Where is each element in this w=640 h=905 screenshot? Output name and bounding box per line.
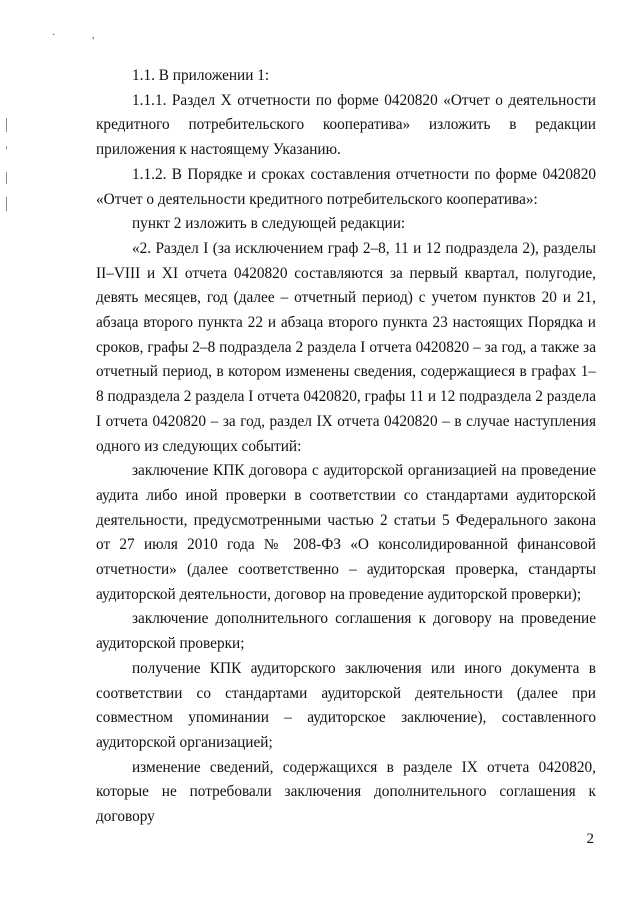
- margin-mark: [6, 146, 7, 149]
- paragraph-event-change: изменение сведений, содержащихся в разделе IX отчета 0420820, которые не потребовали заключения дополнительного соглашения к договору: [96, 758, 596, 826]
- paragraph-1-1-2: 1.1.2. В Порядке и сроках составления отчетности по форме 0420820 «Отчет о деятельности кредитного потребительского кооператива»:: [96, 165, 596, 208]
- margin-mark: [6, 118, 7, 132]
- paragraph-event-conclusion: получение КПК аудиторского заключения или иного документа в соответствии со стандартами аудиторской деятельности (далее при совместном упоминании – аудиторское заключение), составленного аудиторской организацией;: [96, 659, 596, 751]
- page-number: 2: [586, 831, 594, 847]
- scan-artifact-comma: ,: [92, 30, 95, 41]
- scan-artifact-dot: ·: [52, 30, 56, 41]
- paragraph-punkt-2-text: «2. Раздел I (за исключением граф 2–8, 11 и 12 подраздела 2), разделы II–VIII и XI отчета 0420820 составляются за первый квартал, полугодие, девять месяцев, год (далее – отчетный период) с учетом пунктов 20 и 21, абзаца второго пункта 22 и абзаца второго пункта 23 настоящих Порядка и сроков, графы 2–8 подраздела 2 раздела I отчета 0420820 – за год, а также за отчетный период, в котором изменены сведения, содержащиеся в графах 1–8 подраздела 2 раздела I отчета 0420820, графы 11 и 12 подраздела 2 раздела I отчета 0420820 – за год, раздел IX отчета 0420820 – в случае наступления одного из следующих событий:: [96, 239, 596, 455]
- paragraph-event-supplement: заключение дополнительного соглашения к договору на проведение аудиторской проверки;: [96, 610, 596, 653]
- document-body: [96, 64, 596, 830]
- margin-mark: [6, 197, 7, 211]
- margin-mark: [6, 172, 7, 184]
- paragraph-1-1: 1.1. В приложении 1:: [132, 67, 270, 84]
- paragraph-punkt-2-intro: пункт 2 изложить в следующей редакции:: [132, 215, 406, 233]
- paragraph-1-1-1: 1.1.1. Раздел X отчетности по форме 0420820 «Отчет о деятельности кредитного потребительского кооператива» изложить в редакции приложения к настоящему Указанию.: [96, 91, 596, 159]
- paragraph-event-contract: заключение КПК договора с аудиторской организацией на проведение аудита либо иной проверки в соответствии со стандартами аудиторской деятельности, предусмотренными частью 2 статьи 5 Федерального закона от 27 июля 2010 года № 208-ФЗ «О консолидированной финансовой отчетности» (далее соответственно – аудиторская проверка, стандарты аудиторской деятельности, договор на проведение аудиторской проверки);: [96, 462, 596, 603]
